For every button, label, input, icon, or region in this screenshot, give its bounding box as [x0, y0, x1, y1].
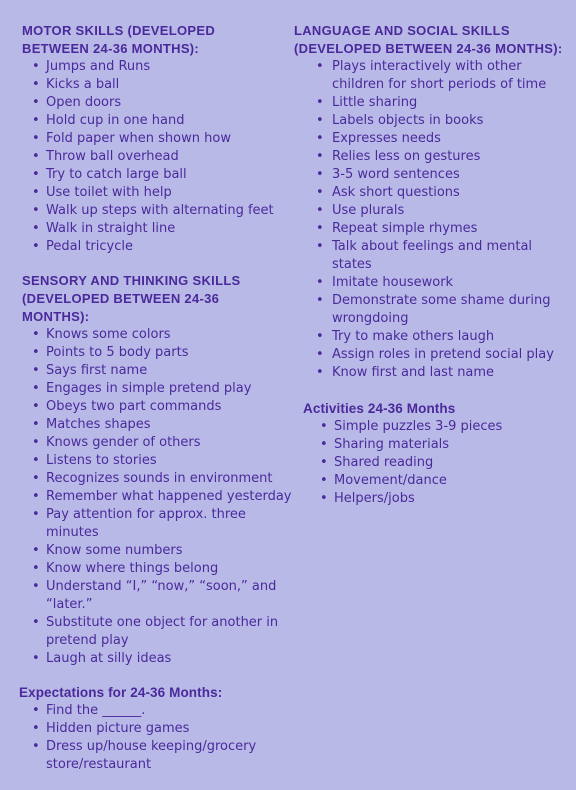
list-item: • Jumps and Runs [46, 58, 292, 76]
list-item: • Walk up steps with alternating feet [46, 202, 292, 220]
list-item: • Substitute one object for another in pretend play [46, 614, 292, 650]
list-item: • Plays interactively with other children for short periods of time [332, 58, 570, 94]
list-item: • Says first name [46, 362, 292, 380]
language-heading-line-1: LANGUAGE AND SOCIAL SKILLS [294, 23, 510, 38]
sensory-skills-heading [22, 272, 292, 326]
list-item: • Engages in simple pretend play [46, 380, 292, 398]
list-item: • Know where things belong [46, 560, 292, 578]
list-item: • Simple puzzles 3-9 pieces [334, 418, 570, 436]
list-item: • Pedal tricycle [46, 238, 292, 256]
language-skills-heading [294, 22, 570, 58]
motor-heading-line-2: BETWEEN 24-36 MONTHS): [22, 41, 200, 56]
list-item: • Recognizes sounds in environment [46, 470, 292, 488]
list-item: • Talk about feelings and mental states [332, 238, 570, 274]
right-column [294, 22, 570, 524]
list-item: • Knows some colors [46, 326, 292, 344]
list-item: • Find the ______. [46, 702, 292, 720]
sensory-skills-section [22, 272, 292, 668]
activities-heading: Activities 24-36 Months [303, 401, 456, 416]
list-item: • Obeys two part commands [46, 398, 292, 416]
motor-skills-heading [22, 22, 292, 58]
list-item: • Hold cup in one hand [46, 112, 292, 130]
list-item: • Knows gender of others [46, 434, 292, 452]
motor-heading-line-1: MOTOR SKILLS (DEVELOPED [22, 23, 216, 38]
list-item: • Know some numbers [46, 542, 292, 560]
list-item: • Matches shapes [46, 416, 292, 434]
list-item: • Fold paper when shown how [46, 130, 292, 148]
list-item: • Kicks a ball [46, 76, 292, 94]
list-item: • Assign roles in pretend social play [332, 346, 570, 364]
list-item: • Listens to stories [46, 452, 292, 470]
list-item: • Laugh at silly ideas [46, 650, 292, 668]
expectations-section [19, 684, 292, 774]
list-item: • Ask short questions [332, 184, 570, 202]
list-item: • Little sharing [332, 94, 570, 112]
activities-list [294, 418, 570, 508]
motor-skills-list [22, 58, 292, 256]
motor-skills-section [22, 22, 292, 256]
list-item: • Repeat simple rhymes [332, 220, 570, 238]
list-item: • Demonstrate some shame during wrongdoing [332, 292, 570, 328]
list-item: • Imitate housework [332, 274, 570, 292]
sensory-skills-list [22, 326, 292, 668]
list-item: • Shared reading [334, 454, 570, 472]
list-item: • Try to make others laugh [332, 328, 570, 346]
list-item: • Hidden picture games [46, 720, 292, 738]
language-heading-line-2: (DEVELOPED BETWEEN 24-36 MONTHS): [294, 41, 563, 56]
sensory-heading-line-1: SENSORY AND THINKING SKILLS [22, 273, 241, 288]
list-item: • Open doors [46, 94, 292, 112]
language-skills-list [294, 58, 570, 382]
left-column [19, 22, 292, 790]
expectations-heading: Expectations for 24-36 Months: [19, 685, 223, 700]
language-skills-section [294, 22, 570, 382]
list-item: • Dress up/house keeping/grocery store/restaurant [46, 738, 292, 774]
list-item: • Try to catch large ball [46, 166, 292, 184]
list-item: • Labels objects in books [332, 112, 570, 130]
activities-section [294, 400, 570, 508]
list-item: • Points to 5 body parts [46, 344, 292, 362]
list-item: • Use toilet with help [46, 184, 292, 202]
list-item: • Helpers/jobs [334, 490, 570, 508]
list-item: • Relies less on gestures [332, 148, 570, 166]
expectations-list [22, 702, 292, 774]
list-item: • Expresses needs [332, 130, 570, 148]
list-item: • Remember what happened yesterday [46, 488, 292, 506]
sensory-heading-line-3: MONTHS): [22, 309, 90, 324]
list-item: • Throw ball overhead [46, 148, 292, 166]
list-item: • Walk in straight line [46, 220, 292, 238]
list-item: • Know first and last name [332, 364, 570, 382]
list-item: • Movement/dance [334, 472, 570, 490]
list-item: • Use plurals [332, 202, 570, 220]
list-item: • 3-5 word sentences [332, 166, 570, 184]
sensory-heading-line-2: (DEVELOPED BETWEEN 24-36 [22, 291, 220, 306]
list-item: • Sharing materials [334, 436, 570, 454]
list-item: • Understand “I,” “now,” “soon,” and “later.” [46, 578, 292, 614]
list-item: • Pay attention for approx. three minutes [46, 506, 292, 542]
